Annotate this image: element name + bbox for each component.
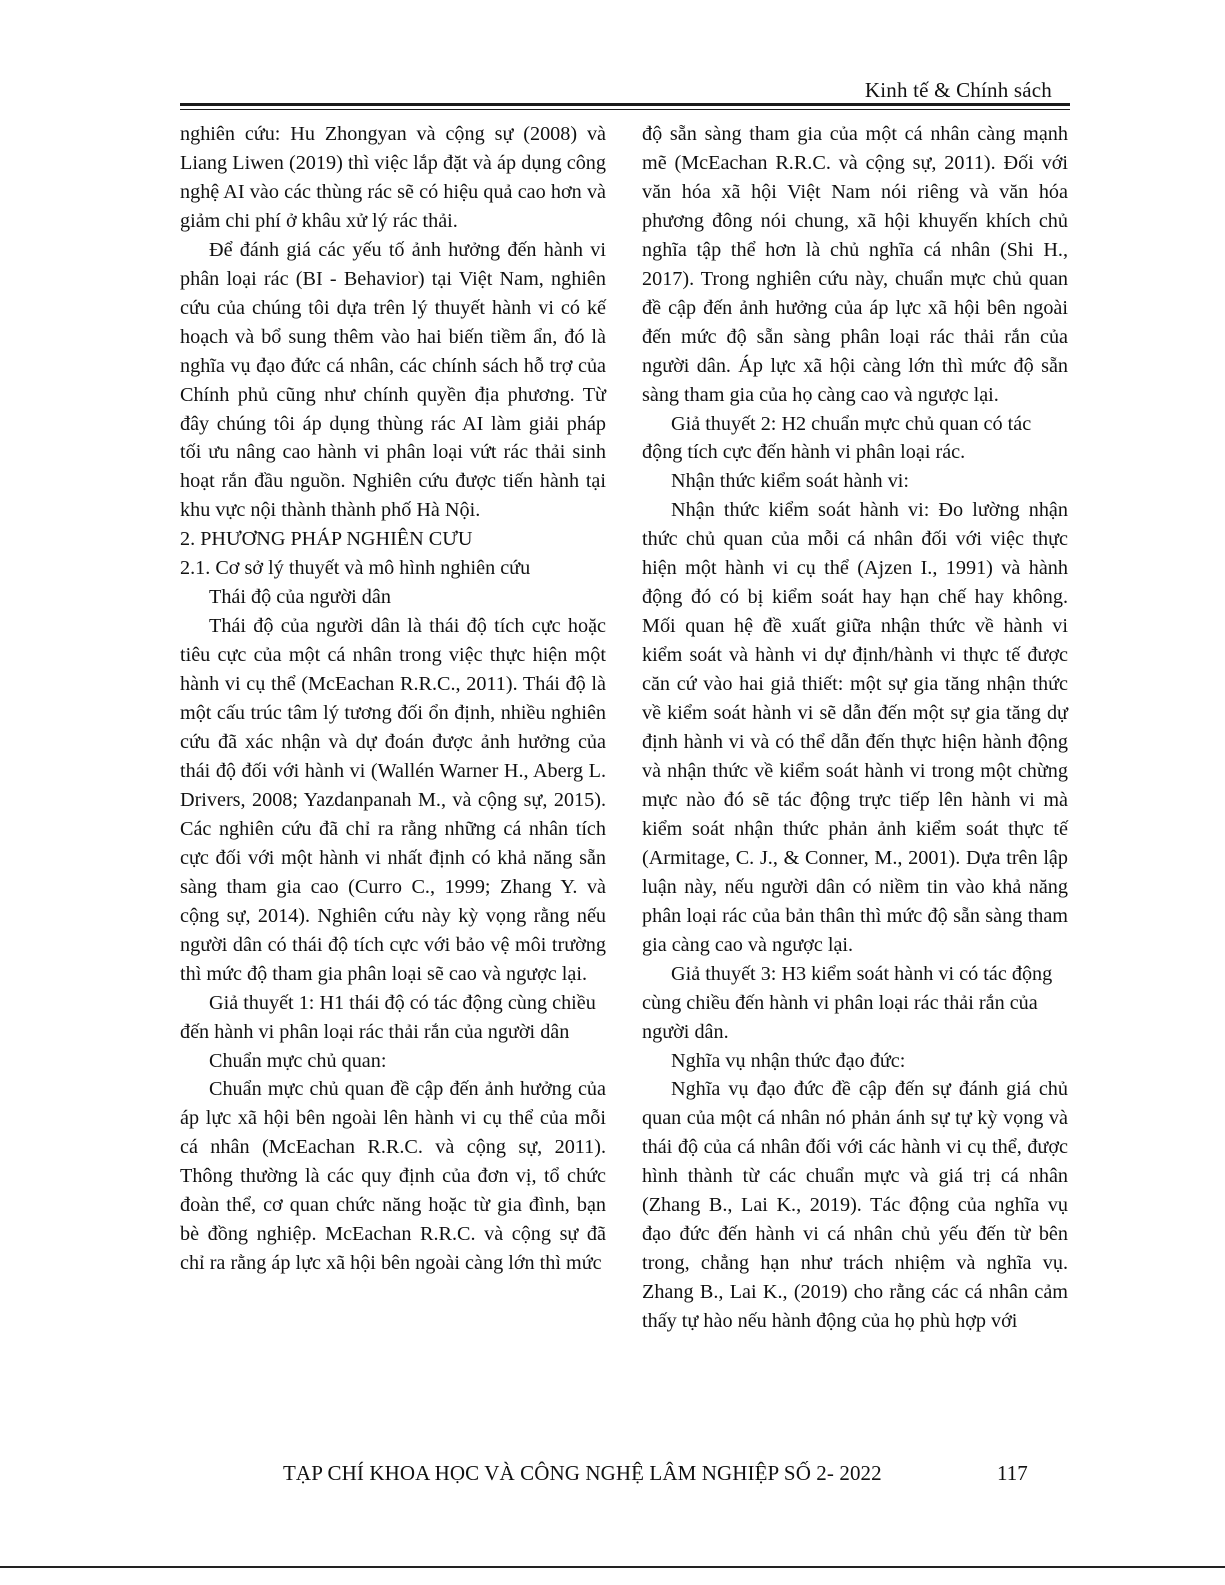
header-rule-thin	[180, 109, 1070, 110]
hypothesis-2: Giả thuyết 2: H2 chuẩn mực chủ quan có tác động tích cực đến hành vi phân loại rác.	[642, 412, 1032, 464]
hypothesis-1: Giả thuyết 1: H1 thái độ có tác động cùng chiều đến hành vi phân loại rác thải rắn của người dân	[180, 991, 596, 1043]
topic-heading-behavioral-control: Nhận thức kiểm soát hành vi:	[671, 470, 910, 493]
right-column	[642, 120, 1068, 1336]
header-rule-thick	[180, 103, 1070, 106]
footer-journal-title: TẠP CHÍ KHOA HỌC VÀ CÔNG NGHỆ LÂM NGHIỆP SỐ 2- 2022	[283, 1461, 882, 1485]
hypothesis-3: Giả thuyết 3: H3 kiểm soát hành vi có tác động cùng chiều đến hành vi phân loại rác thải rắn của người dân.	[642, 962, 1053, 1043]
page-number: 117	[997, 1461, 1028, 1485]
paragraph-attitude: Thái độ của người dân là thái độ tích cực hoặc tiêu cực của một cá nhân trong việc thực hiện một hành vi cụ thể (McEachan R.R.C., 2011). Thái độ là một cấu trúc tâm lý tương đối ổn định, nhiều nghiên cứu đã xác nhận và dự đoán được ảnh hưởng của thái độ đối với hành vi (Wallén Warner H., Aberg L. Drivers, 2008; Yazdanpanah M., và cộng sự, 2015). Các nghiên cứu đã chỉ ra rằng những cá nhân tích cực đối với một hành vi nhất định có khả năng sẵn sàng tham gia cao (Curro C., 1999; Zhang Y. và cộng sự, 2014). Nghiên cứu này kỳ vọng rằng nếu người dân có thái độ tích cực với bảo vệ môi trường thì mức độ tham gia phân loại sẽ cao và ngược lại.	[180, 615, 606, 985]
paragraph-study-scope: Để đánh giá các yếu tố ảnh hưởng đến hành vi phân loại rác (BI - Behavior) tại Việt Nam, nghiên cứu của chúng tôi dựa trên lý thuyết hành vi có kế hoạch và bổ sung thêm vào hai biến tiềm ẩn, đó là nghĩa vụ đạo đức cá nhân, các chính sách hỗ trợ của Chính phủ cũng như chính quyền địa phương. Từ đây chúng tôi áp dụng thùng rác AI làm giải pháp tối ưu nâng cao hành vi phân loại vứt rác thải sinh hoạt rắn đầu nguồn. Nghiên cứu được tiến hành tại khu vực nội thành thành phố Hà Nội.	[180, 238, 606, 522]
paragraph-moral-obligation: Nghĩa vụ đạo đức đề cập đến sự đánh giá chủ quan của một cá nhân nó phản ánh sự tự kỳ vọng và thái độ của cá nhân đối với các hành vi cụ thể, được hình thành từ các chuẩn mực và giá trị cá nhân (Zhang B., Lai K., 2019). Tác động của nghĩa vụ đạo đức đến hành vi cá nhân chủ yếu đến từ bên trong, chẳng hạn như trách nhiệm và nghĩa vụ. Zhang B., Lai K., (2019) cho rằng các cá nhân cảm thấy tự hào nếu hành động của họ phù hợp với	[642, 1078, 1068, 1333]
paragraph-intro-continued: nghiên cứu: Hu Zhongyan và cộng sự (2008) và Liang Liwen (2019) thì việc lắp đặt và áp dụng công nghệ AI vào các thùng rác sẽ có hiệu quả cao hơn và giảm chi phí ở khâu xử lý rác thải.	[180, 123, 606, 232]
paragraph-behavioral-control: Nhận thức kiểm soát hành vi: Đo lường nhận thức chủ quan của mỗi cá nhân đối với việc thực hiện một hành vi cụ thể (Ajzen I., 1991) và hành động đó có bị kiểm soát hay hạn chế hay không. Mối quan hệ đề xuất giữa nhận thức về hành vi kiểm soát và hành vi dự định/hành vi thực tế được căn cứ vào hai giả thiết: một sự gia tăng nhận thức về kiểm soát hành vi sẽ dẫn đến một sự gia tăng dự định hành vi và có thể dẫn đến thực hiện hành động và nhận thức về kiểm soát hành vi trong một chừng mực nào đó sẽ tác động trực tiếp lên hành vi mà kiểm soát nhận thức phản ảnh kiểm soát thực tế (Armitage, C. J., & Conner, M., 2001). Dựa trên lập luận này, nếu người dân có niềm tin vào khả năng phân loại rác của bản thân thì mức độ sẵn sàng tham gia càng cao và ngược lại.	[642, 499, 1068, 956]
topic-heading-moral-obligation: Nghĩa vụ nhận thức đạo đức:	[671, 1049, 906, 1072]
running-head: Kinh tế & Chính sách	[864, 78, 1052, 102]
topic-heading-attitude: Thái độ của người dân	[209, 586, 391, 609]
paragraph-subjective-norm-continued: độ sẵn sàng tham gia của một cá nhân càng mạnh mẽ (McEachan R.R.C. và cộng sự, 2011). Đối với văn hóa xã hội Việt Nam nói riêng và văn hóa phương đông nói chung, xã hội khuyến khích chủ nghĩa tập thể hơn là chủ nghĩa cá nhân (Shi H., 2017). Trong nghiên cứu này, chuẩn mực chủ quan đề cập đến ảnh hưởng của áp lực xã hội bên ngoài đến mức độ sẵn sàng phân loại rác thải rắn của người dân. Áp lực xã hội càng lớn thì mức độ sẵn sàng tham gia của họ càng cao và ngược lại.	[642, 123, 1068, 406]
page-bottom-edge	[0, 1566, 1225, 1568]
left-column	[180, 120, 606, 1278]
subsection-heading: 2.1. Cơ sở lý thuyết và mô hình nghiên cứu	[180, 557, 531, 580]
topic-heading-subjective-norm: Chuẩn mực chủ quan:	[209, 1049, 387, 1072]
section-heading: 2. PHƯƠNG PHÁP NGHIÊN CƯU	[180, 528, 473, 551]
paragraph-subjective-norm: Chuẩn mực chủ quan đề cập đến ảnh hưởng của áp lực xã hội bên ngoài lên hành vi cụ thể của mỗi cá nhân (McEachan R.R.C. và cộng sự, 2011). Thông thường là các quy định của đơn vị, tổ chức đoàn thể, cơ quan chức năng hoặc từ gia đình, bạn bè đồng nghiệp. McEachan R.R.C. và cộng sự đã chỉ ra rằng áp lực xã hội bên ngoài càng lớn thì mức	[180, 1078, 606, 1275]
